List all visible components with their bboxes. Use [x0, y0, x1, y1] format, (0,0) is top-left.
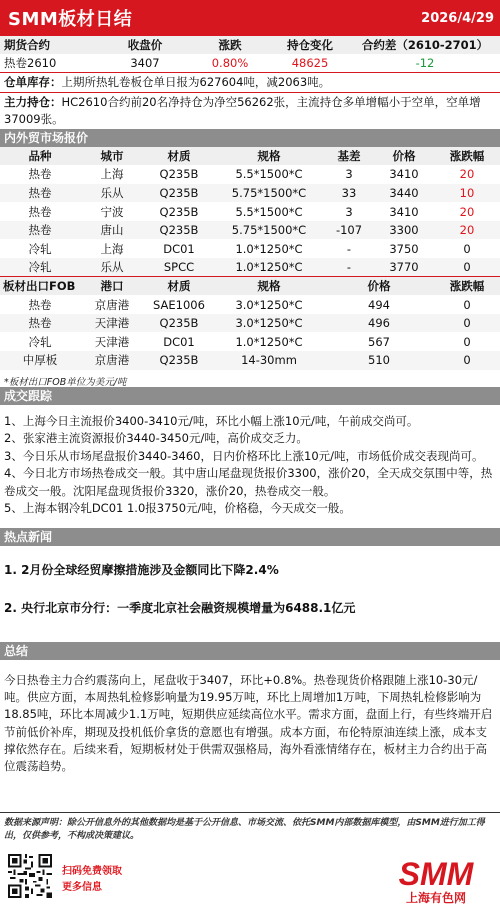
news-section-title: 热点新闻	[0, 528, 500, 546]
domestic-header-row	[0, 147, 500, 166]
futures-oi-change: 48625	[291, 55, 329, 70]
domestic-row	[0, 165, 500, 184]
export-spec: 3.0*1250*C	[235, 297, 303, 312]
export-material: Q235B	[159, 316, 199, 331]
domestic-product: 热卷	[28, 204, 52, 219]
domestic-header-price: 价格	[392, 148, 416, 163]
summary-text: 今日热卷主力合约震荡向上，尾盘收于3407，环比+0.8%。热卷现货价格跟随上涨10-30元/吨。供应方面，本周热轧检修影响量为19.95万吨，环比上周增加1万吨，下周热轧检修影响为18.85吨，环比本周减少1.1万吨，短期供应延续高位水平。需求方面，盘面上行，有些终端开启节前低价补库，期现及投机低价拿货的意愿也有增强。成本方面，布伦特原油连续上涨，成本支撑依然存在。后续来看，短期板材处于供需双强格局，海外看涨情绪存在，板材主力合约出于高位震荡趋势。	[4, 672, 493, 774]
export-spec: 1.0*1250*C	[235, 334, 303, 349]
export-product: 中厚板	[22, 353, 58, 368]
export-header-product: 板材出口FOB	[0, 277, 80, 296]
domestic-product: 冷轧	[28, 241, 52, 256]
svg-text:上海有色网: 上海有色网	[405, 891, 467, 905]
export-price: 510	[368, 353, 390, 368]
position-text: HC2610合约前20名净持仓为净空56262张，主流持仓多单增幅小于空单，空单增37009张。	[4, 94, 481, 126]
domestic-header-basis: 基差	[337, 148, 361, 163]
export-price: 496	[368, 316, 390, 331]
domestic-product: 热卷	[28, 223, 52, 238]
domestic-material: SPCC	[163, 260, 195, 275]
domestic-basis: -	[346, 260, 352, 275]
futures-contract: 热卷2610	[4, 55, 57, 70]
summary-section-title: 总结	[0, 642, 500, 660]
export-header-material: 材质	[144, 277, 214, 296]
domestic-material: Q235B	[159, 223, 199, 238]
futures-table	[0, 36, 500, 73]
domestic-spec: 1.0*1250*C	[235, 260, 303, 275]
export-material: DC01	[163, 334, 195, 349]
news-list	[0, 546, 500, 642]
domestic-section-title: 内外贸市场报价	[0, 129, 500, 147]
domestic-city: 宁波	[100, 204, 124, 219]
domestic-product: 热卷	[28, 167, 52, 182]
futures-data-row	[0, 54, 500, 72]
smm-logo	[386, 854, 486, 906]
tracking-item: 2、张家港主流资源报价3440-3450元/吨，高价成交乏力。	[4, 431, 308, 446]
domestic-material: Q235B	[159, 204, 199, 219]
domestic-price: 3410	[389, 204, 419, 219]
price-table	[0, 147, 500, 370]
tracking-item: 3、今日乐从市场尾盘报价3440-3460，日内价格环比上涨10元/吨，市场低价成交表现尚可。	[4, 448, 484, 463]
domestic-price: 3770	[389, 260, 419, 275]
export-header-port: 港口	[80, 277, 144, 296]
domestic-price: 3300	[389, 223, 419, 238]
domestic-city: 乐从	[100, 260, 124, 275]
domestic-basis: 3	[345, 204, 353, 219]
export-header-spec: 规格	[214, 277, 324, 296]
export-header-row	[0, 277, 500, 296]
domestic-product: 冷轧	[28, 260, 52, 275]
domestic-header-product: 品种	[28, 148, 52, 163]
domestic-change: 10	[459, 185, 475, 200]
domestic-basis: 33	[341, 185, 357, 200]
report-title: SMM板材日结	[8, 9, 133, 30]
export-spec: 14-30mm	[241, 353, 297, 368]
domestic-basis: -107	[335, 223, 363, 238]
export-change: 0	[463, 316, 471, 331]
domestic-city: 上海	[100, 241, 124, 256]
domestic-row	[0, 239, 500, 258]
tracking-item: 1、上海今日主流报价3400-3410元/吨，环比小幅上涨10元/吨，午前成交尚可。	[4, 413, 419, 428]
export-price: 567	[368, 334, 390, 349]
scan-line-2: 更多信息	[62, 882, 102, 893]
export-material: SAE1006	[153, 297, 205, 312]
export-product: 冷轧	[28, 334, 52, 349]
export-change: 0	[463, 334, 471, 349]
export-row	[0, 314, 500, 333]
export-port: 京唐港	[94, 297, 130, 312]
domestic-city: 上海	[100, 167, 124, 182]
futures-close: 3407	[130, 55, 160, 70]
news-item[interactable]: 2. 央行北京市分行：一季度北京社会融资规模增量为6488.1亿元	[4, 600, 356, 615]
export-price: 494	[368, 297, 390, 312]
domestic-price: 3410	[389, 167, 419, 182]
domestic-city: 唐山	[100, 223, 124, 238]
domestic-change: 0	[463, 241, 471, 256]
scan-line-1: 扫码免费领取	[62, 866, 122, 877]
warehouse-text: 上期所热轧卷板仓单日报为627604吨，减2063吨。	[61, 74, 331, 89]
export-material: Q235B	[159, 353, 199, 368]
export-change: 0	[463, 353, 471, 368]
futures-header-row	[0, 36, 500, 54]
svg-text:SMM: SMM	[398, 856, 474, 892]
export-unit-note: *板材出口FOB单位为美元/吨	[4, 376, 127, 388]
domestic-row	[0, 258, 500, 277]
domestic-material: DC01	[163, 241, 195, 256]
export-product: 热卷	[28, 297, 52, 312]
futures-header-oi: 持仓变化	[287, 38, 333, 52]
report-header	[0, 0, 500, 36]
domestic-basis: -	[346, 241, 352, 256]
futures-header-close: 收盘价	[127, 38, 163, 52]
futures-header-change: 涨跌	[218, 38, 242, 52]
domestic-change: 20	[459, 204, 475, 219]
domestic-change: 20	[459, 167, 475, 182]
domestic-change: 0	[463, 260, 471, 275]
export-row	[0, 351, 500, 370]
domestic-material: Q235B	[159, 167, 199, 182]
domestic-product: 热卷	[28, 185, 52, 200]
domestic-spec: 1.0*1250*C	[235, 241, 303, 256]
warehouse-label: 仓单库存：	[4, 74, 62, 89]
export-header-price: 价格	[324, 277, 434, 296]
futures-change: 0.80%	[211, 55, 249, 70]
domestic-header-change: 涨跌幅	[449, 148, 485, 163]
domestic-price: 3440	[389, 185, 419, 200]
export-row	[0, 295, 500, 314]
export-port: 天津港	[94, 334, 130, 349]
qr-code-icon[interactable]	[6, 852, 54, 900]
report-date: 2026/4/29	[421, 10, 494, 26]
tracking-item: 4、今日北方市场热卷成交一般。其中唐山尾盘现货报价3300，涨价20，全天成交氛围中等，热卷成交一般。沈阳尾盘现货报价3320，涨价20，热卷成交一般。	[4, 466, 493, 498]
domestic-material: Q235B	[159, 185, 199, 200]
scan-prompt	[62, 864, 122, 896]
domestic-city: 乐从	[100, 185, 124, 200]
domestic-header-material: 材质	[167, 148, 191, 163]
domestic-basis: 3	[345, 167, 353, 182]
export-product: 热卷	[28, 316, 52, 331]
domestic-header-city: 城市	[100, 148, 124, 163]
futures-header-spread: 合约差（2610-2701）	[361, 38, 489, 52]
futures-header-contract: 期货合约	[4, 38, 50, 52]
data-source-disclaimer: 数据来源声明：除公开信息外的其他数据均是基于公开信息、市场交流、依托SMM内部数据库模型，由SMM进行加工得出，仅供参考，不构成决策建议。	[0, 812, 500, 847]
tracking-section-title: 成交跟踪	[0, 387, 500, 405]
domestic-price: 3750	[389, 241, 419, 256]
domestic-spec: 5.75*1500*C	[231, 185, 307, 200]
export-port: 天津港	[94, 316, 130, 331]
news-item[interactable]: 1. 2月份全球经贸摩擦措施涉及金额同比下降2.4%	[4, 562, 279, 577]
footer	[0, 850, 500, 913]
domestic-header-spec: 规格	[257, 148, 281, 163]
domestic-spec: 5.5*1500*C	[235, 167, 303, 182]
domestic-spec: 5.75*1500*C	[231, 223, 307, 238]
export-change: 0	[463, 297, 471, 312]
domestic-spec: 5.5*1500*C	[235, 204, 303, 219]
export-row	[0, 332, 500, 351]
export-header-change: 涨跌幅	[434, 277, 500, 296]
warehouse-info	[0, 73, 500, 93]
tracking-item: 5、上海本钢冷轧DC01 1.0报3750元/吨，价格稳，今天成交一般。	[4, 501, 351, 516]
export-port: 京唐港	[94, 353, 130, 368]
futures-spread: -12	[415, 55, 435, 70]
position-label: 主力持仓：	[4, 94, 62, 109]
domestic-row	[0, 184, 500, 203]
position-info	[0, 93, 500, 129]
domestic-row	[0, 221, 500, 240]
domestic-change: 20	[459, 223, 475, 238]
tracking-list	[0, 405, 500, 528]
export-spec: 3.0*1250*C	[235, 316, 303, 331]
domestic-row	[0, 202, 500, 221]
